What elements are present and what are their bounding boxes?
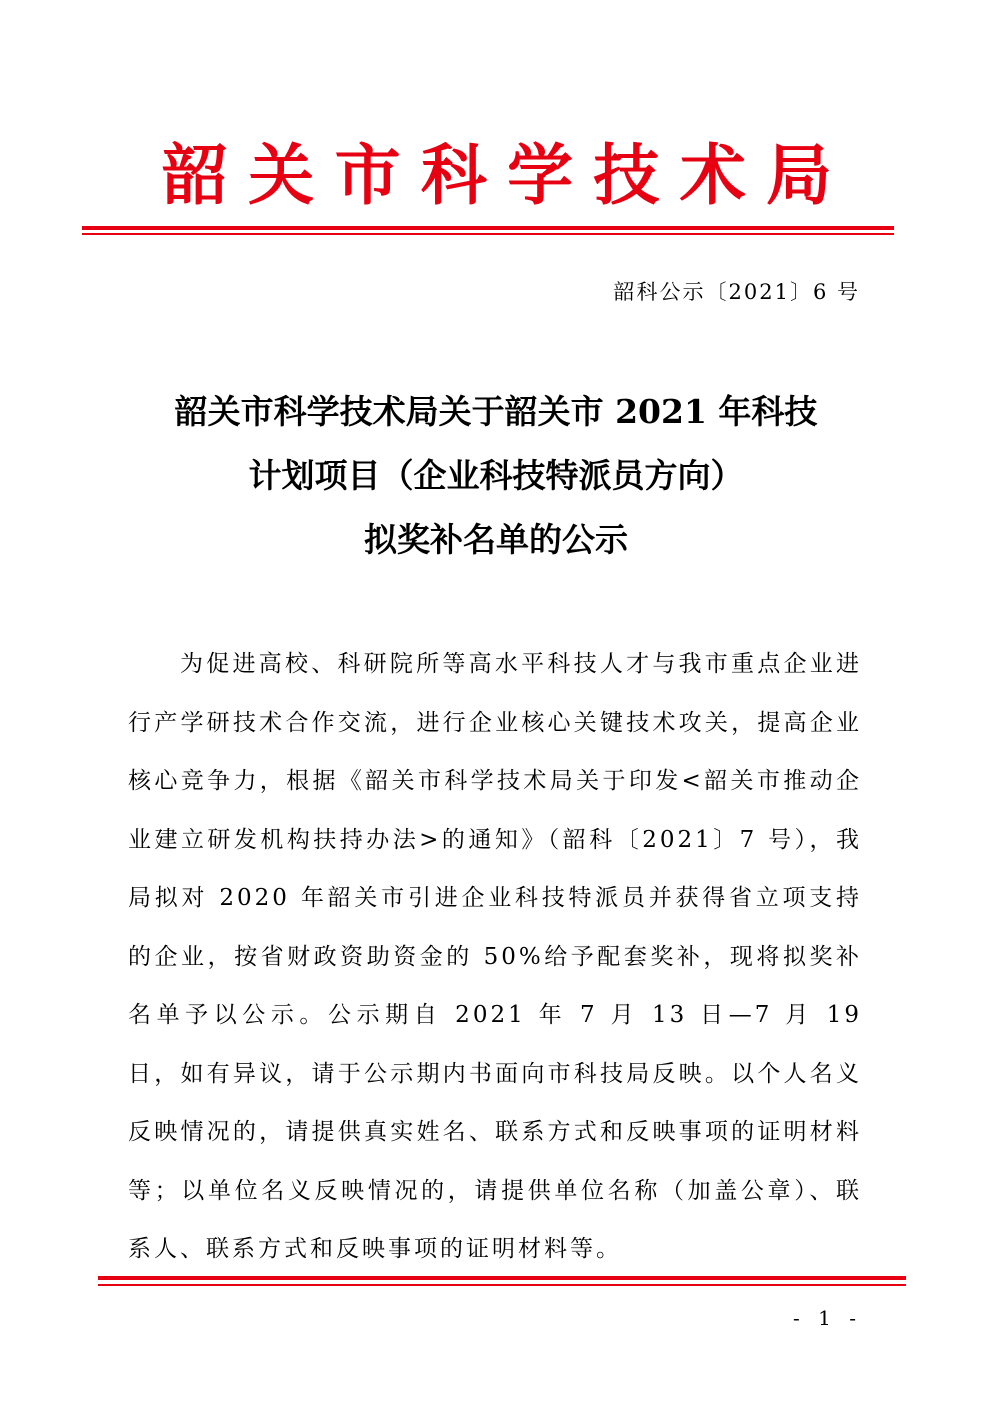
document-number: 韶科公示〔2021〕6 号 [613, 280, 860, 304]
masthead-char: 局 [765, 136, 832, 214]
footer-divider-thick [98, 1276, 906, 1280]
masthead-char: 关 [248, 136, 315, 214]
title-line: 计划项目（企业科技特派员方向） [248, 456, 744, 495]
masthead-char: 市 [334, 136, 401, 214]
masthead-char: 术 [679, 136, 746, 214]
document-title [0, 380, 992, 572]
footer-divider-thin [98, 1284, 906, 1286]
title-line: 拟奖补名单的公示 [364, 520, 628, 559]
masthead-char: 科 [420, 136, 487, 214]
masthead-char: 学 [507, 136, 574, 214]
title-line: 韶关市科学技术局关于韶关市 2021 年科技 [174, 392, 818, 431]
agency-masthead [82, 130, 894, 220]
body-paragraph: 为促进高校、科研院所等高水平科技人才与我市重点企业进行产学研技术合作交流，进行企业核心关键技术攻关，提高企业核心竞争力，根据《韶关市科学技术局关于印发<韶关市推动企业建立研发机构扶持办法>的通知》（韶科〔2021〕7 号），我局拟对 2020 年韶关市引进企业科技特派员并获得省立项支持的企业，按省财政资助资金的 50%给予配套奖补，现将拟奖补名单予以公示。公示期自 2021 年 7 月 13 日—7 月 19 日，如有异议，请于公示期内书面向市科技局反映。以个人名义反映情况的，请提供真实姓名、联系方式和反映事项的证明材料等；以单位名义反映情况的，请提供单位名称（加盖公章）、联系人、联系方式和反映事项的证明材料等。 [128, 651, 862, 1262]
masthead-char: 韶 [162, 136, 228, 214]
masthead-char: 技 [593, 136, 660, 214]
header-divider-thin [82, 233, 894, 235]
page-number: - 1 - [793, 1306, 862, 1330]
header-divider-thick [82, 226, 894, 230]
